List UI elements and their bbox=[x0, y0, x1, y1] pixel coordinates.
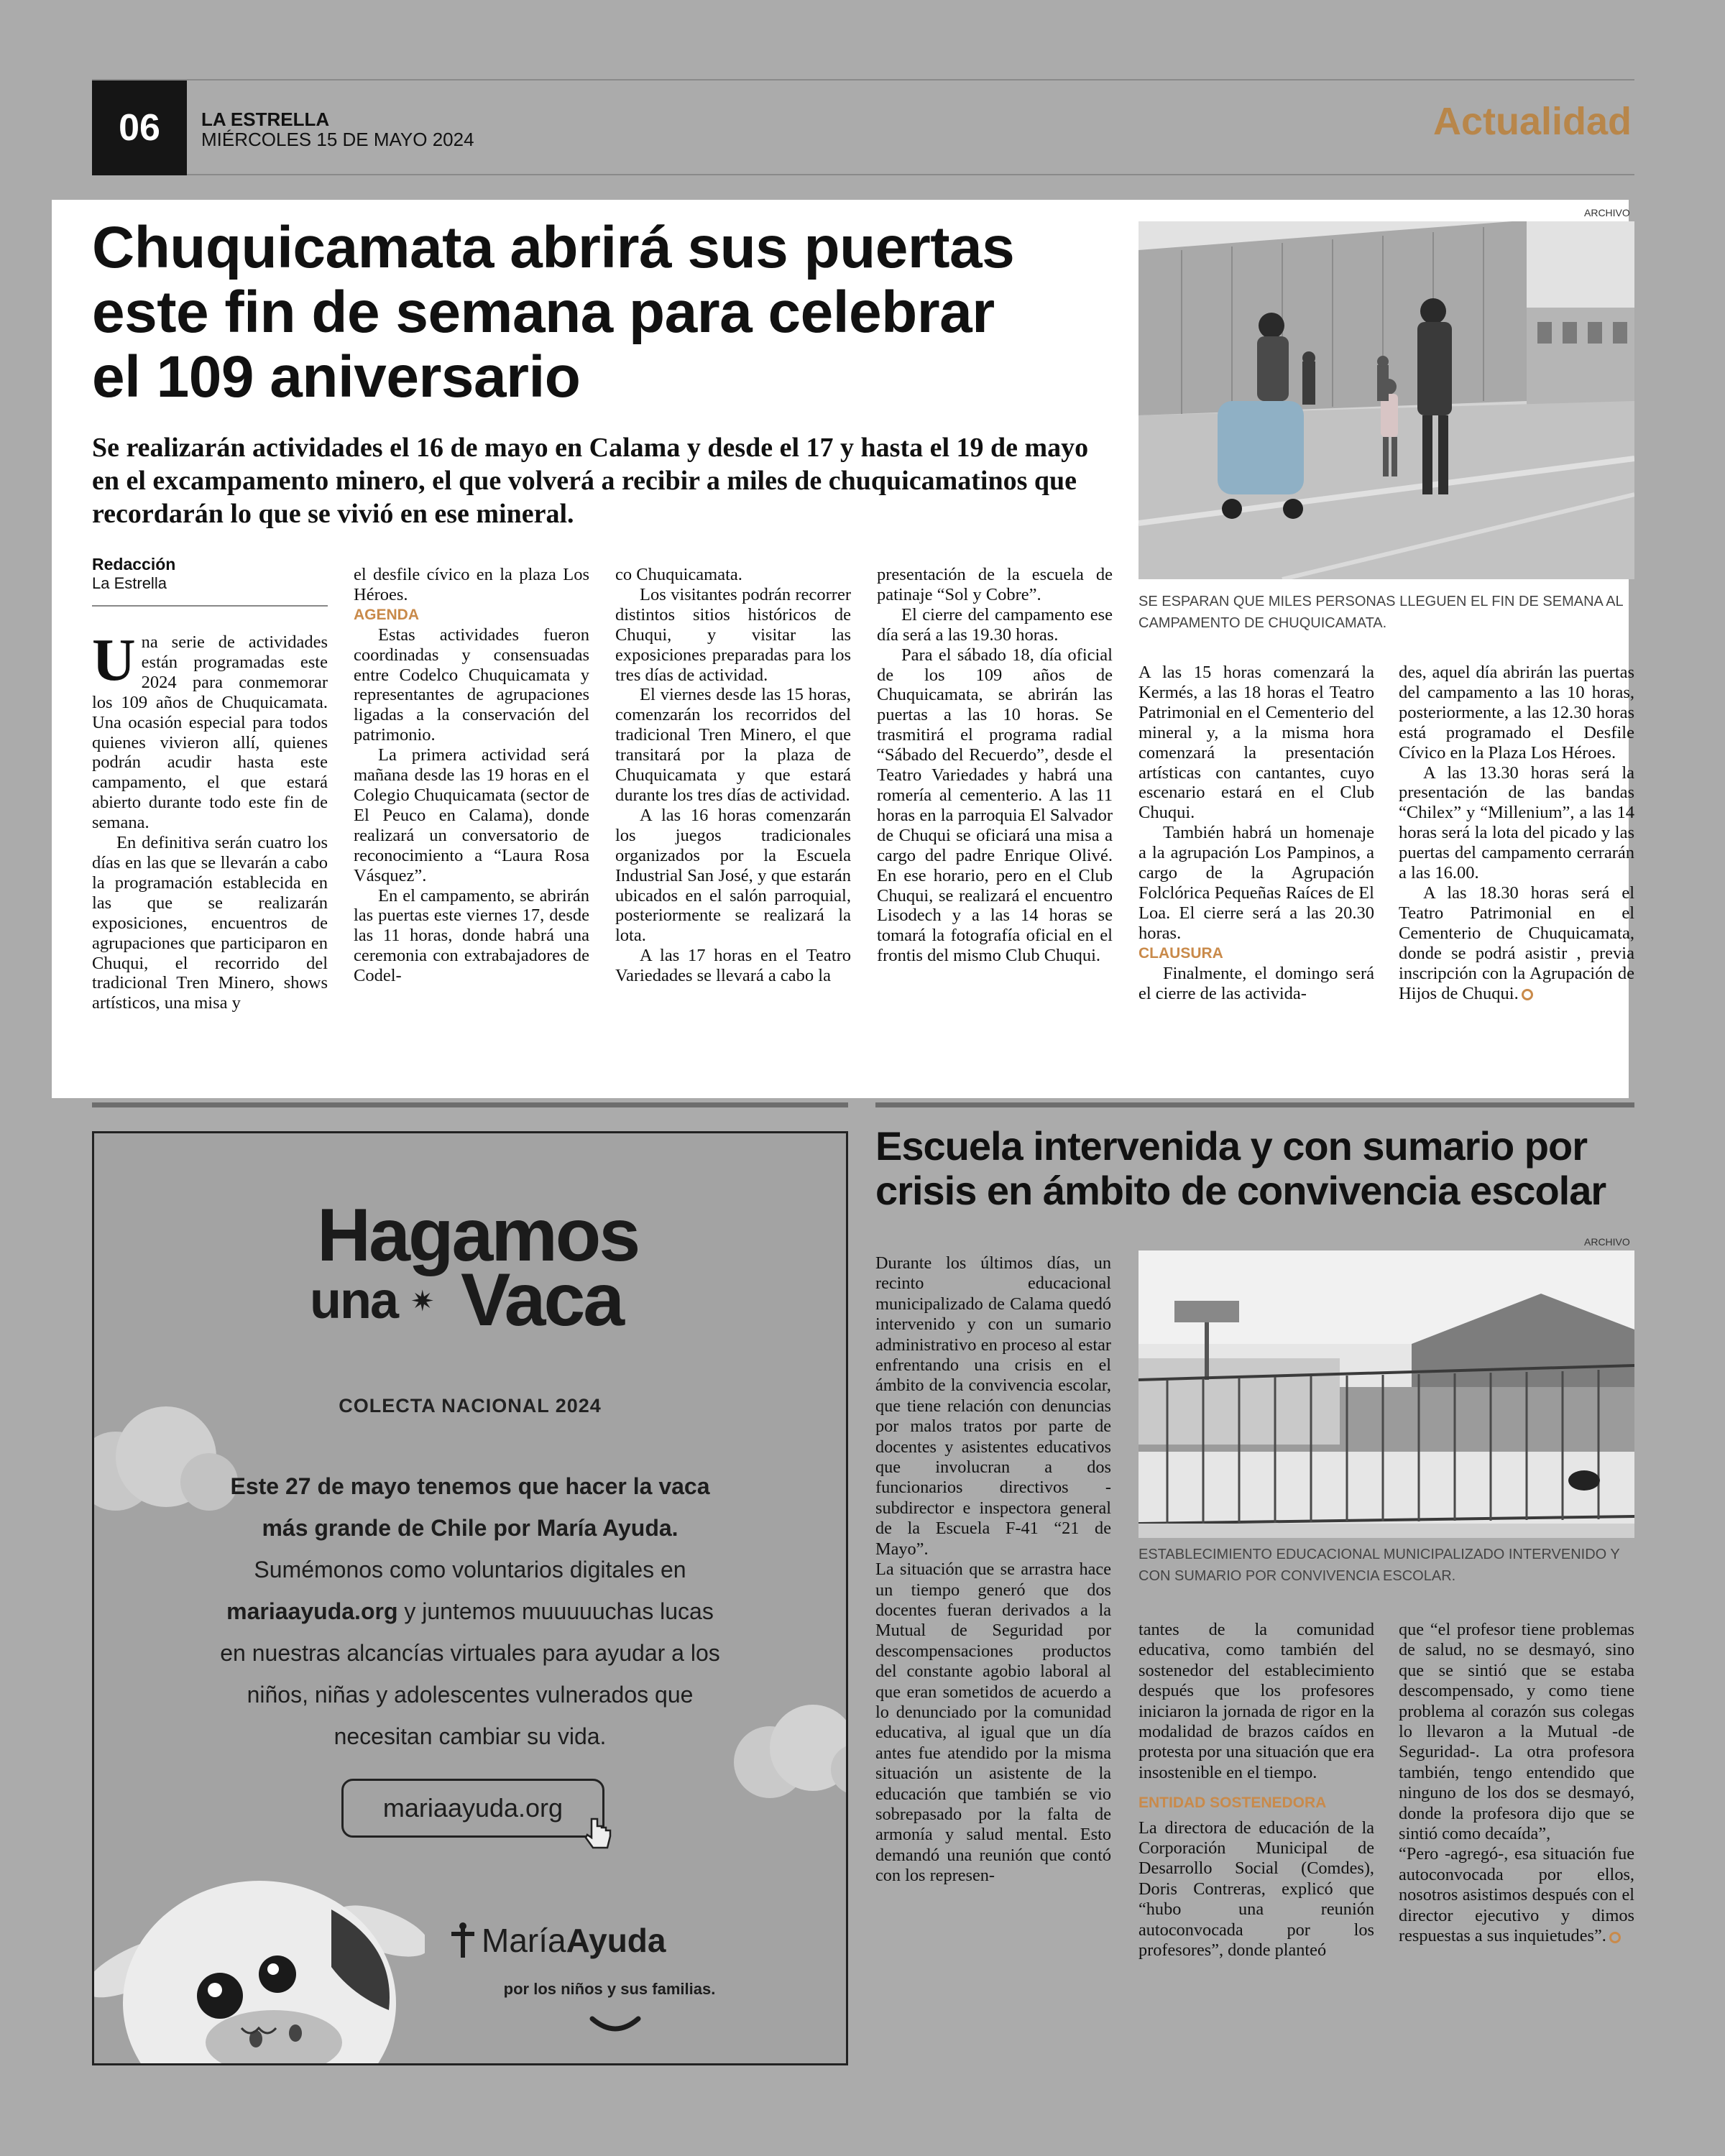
header-top-rule bbox=[92, 79, 1634, 80]
paragraph: A las 17 horas en el Teatro Variedades se llevará a cabo la bbox=[615, 946, 851, 986]
campamento-photo-illustration bbox=[1138, 221, 1634, 579]
mariaayuda-link-button[interactable]: mariaayuda.org bbox=[341, 1779, 604, 1838]
page-number: 06 bbox=[92, 80, 187, 175]
byline-rule bbox=[92, 605, 328, 607]
article2-column-3 bbox=[1399, 1620, 1634, 1947]
article1-deck: Se realizarán actividades el 16 de mayo en Calama y desde el 17 y hasta el 19 de mayo en el excampamento minero, el que volverá a recibir a miles de chuquicamatinos que recordarán lo que se vivió en ese mineral. bbox=[92, 433, 1089, 529]
section-divider-left bbox=[92, 1102, 848, 1107]
byline-name: Redacción bbox=[92, 555, 176, 573]
ad-title-hagamos: Hagamos bbox=[317, 1194, 639, 1277]
paragraph: el desfile cívico en la plaza Los Héroes. bbox=[354, 565, 589, 604]
brand-light: María bbox=[482, 1922, 566, 1959]
headline-line: este fin de semana para celebrar bbox=[92, 280, 995, 345]
ad-line: necesitan cambiar su vida. bbox=[334, 1723, 607, 1749]
sparkle-icon: ✷ bbox=[410, 1285, 435, 1317]
ad-title-vaca: Vaca bbox=[461, 1258, 623, 1342]
paragraph: presentación de la escuela de patinaje “Sol y Cobre”. bbox=[877, 565, 1113, 604]
ad-line: Este 27 de mayo tenemos que hacer la vaca bbox=[230, 1473, 710, 1499]
article1-column-4 bbox=[877, 565, 1113, 966]
paragraph: Estas actividades fueron coordinadas y consensuadas entre Codelco Chuquicamata y representantes de agrupaciones ligadas a la conservación del patrimonio. bbox=[354, 625, 589, 745]
paragraph: des, aquel día abrirán las puertas del campamento a las 10 horas, posteriormente, a las 12.30 horas está programado el Desfile Cívico en la Plaza Los Héroes. bbox=[1399, 663, 1634, 763]
article1-column-2 bbox=[354, 565, 589, 986]
article1-column-6 bbox=[1399, 663, 1634, 1003]
paragraph: A las 16 horas comenzarán los juegos tradicionales organizados por la Escuela Industrial San José, y que estarán ubicados en el salón parroquial, posteriormente se realizará la lota. bbox=[615, 805, 851, 946]
paragraph: La directora de educación de la Corporación Municipal de Desarrollo Social (Comdes), Doris Contreras, explicó que “hubo una reunión autoconvocada por los profesores”, donde planteó bbox=[1138, 1818, 1374, 1961]
paragraph: Durante los últimos días, un recinto educacional municipalizado de Calama quedó intervenido y con un sumario administrativo en proceso al estar enfrentando una crisis en el ámbito de la convivencia escolar, que tiene relación con denuncias por malos tratos por parte de docentes y asistentes educativos que involucran a dos funcionarios directivos -subdirector e inspectora general de la Escuela F-41 “21 de Mayo”. bbox=[875, 1253, 1111, 1559]
subhead-agenda: AGENDA bbox=[354, 606, 420, 623]
ad-subtitle: COLECTA NACIONAL 2024 bbox=[339, 1395, 602, 1416]
ad-line: niños, niñas y adolescentes vulnerados que bbox=[247, 1682, 694, 1708]
article1-headline bbox=[92, 216, 1127, 410]
ad-title-una: una bbox=[310, 1272, 398, 1330]
ad-line: Sumémonos como voluntarios digitales en bbox=[254, 1557, 686, 1583]
paragraph: A las 18.30 horas será el Teatro Patrimonial en el Cementerio de Chuquicamata, donde se podrá asistir , previa inscripción con la Agrupación de Hijos de Chuqui. bbox=[1399, 883, 1634, 1003]
paragraph: “Pero -agregó-, esa situación fue autoconvocada por ellos, nosotros asistimos después con el director ejecutivo y dimos respuestas a sus inquietudes”. bbox=[1399, 1844, 1634, 1946]
brand-bold: Ayuda bbox=[566, 1922, 666, 1959]
header-bottom-rule bbox=[187, 174, 1634, 175]
end-mark-icon bbox=[1522, 989, 1533, 1000]
ad-body bbox=[94, 1465, 846, 1757]
paragraph: En el campamento, se abrirán las puertas este viernes 17, desde las 11 horas, donde habrá una ceremonia con extrabajadores de Codel- bbox=[354, 885, 589, 986]
article2-headline bbox=[875, 1124, 1637, 1213]
byline-org: La Estrella bbox=[92, 574, 167, 592]
paragraph: En definitiva serán cuatro los días en las que se llevarán a cabo la programación establecida en las que se realizarán exposiciones, encuentros de agrupaciones que participaron en Chuqui, el recorrido del tradicional Tren Minero, shows artísticos, una misa y bbox=[92, 833, 328, 1013]
ad-link-text: mariaayuda.org bbox=[226, 1598, 398, 1624]
cow-mascot-icon bbox=[94, 1823, 425, 2065]
article1-photo bbox=[1138, 221, 1634, 579]
section-divider-right bbox=[875, 1102, 1634, 1107]
article1-column-1 bbox=[92, 627, 328, 1013]
paragraph: que “el profesor tiene problemas de salud, no se desmayó, sino que se sintió que se estaba descompensado, y como tiene problema al corazón sus colegas lo llevaron a la Mutual -de Seguridad-. La otra profesora también, tengo entendido que ninguno de los dos se desmayó, donde la profesora dijo que se sintió como decaída”, bbox=[1399, 1620, 1634, 1844]
maria-ayuda-ad bbox=[92, 1131, 848, 2065]
paragraph: A las 15 horas comenzará la Kermés, a las 18 horas el Teatro Patrimonial en el Cementerio del mineral y, a la misma hora comenzará la presentación artísticas con cantantes, cuyo escenario estará en el Club Chuqui. bbox=[1138, 663, 1374, 823]
ad-line bbox=[94, 1590, 846, 1632]
paragraph: La primera actividad será mañana desde las 19 horas en el Colegio Chuquicamata (sector de El Peuco en Calama), donde realizará un conversatorio de reconocimiento a “Laura Rosa Vásquez”. bbox=[354, 745, 589, 885]
section-label: Actualidad bbox=[1432, 100, 1632, 143]
photo-credit: ARCHIVO bbox=[1584, 1236, 1630, 1248]
paragraph: Los visitantes podrán recorrer distintos sitios históricos de Chuqui, y visitar las exposiciones preparadas para los tres días de actividad. bbox=[615, 584, 851, 685]
ad-tagline: por los niños y sus familias. bbox=[503, 1980, 716, 1998]
cross-figure-icon bbox=[450, 1922, 476, 1959]
headline-line: Chuquicamata abrirá sus puertas bbox=[92, 215, 1015, 280]
smile-curve-icon bbox=[586, 2014, 644, 2036]
paragraph: El viernes desde las 15 horas, comenzarán los recorridos del tradicional Tren Minero, el que transitará por la plaza de Chuquicamata y que estará durante los tres días de actividad. bbox=[615, 685, 851, 805]
photo-credit: ARCHIVO bbox=[1584, 207, 1630, 218]
ad-line-rest: y juntemos muuuuuchas lucas bbox=[397, 1598, 714, 1624]
ad-brand-logo bbox=[450, 1921, 781, 1960]
paragraph: El cierre del campamento ese día será a las 19.30 horas. bbox=[877, 604, 1113, 645]
subhead-entidad: ENTIDAD SOSTENEDORA bbox=[1138, 1795, 1327, 1812]
paragraph: Finalmente, el domingo será el cierre de las activida- bbox=[1138, 963, 1374, 1003]
subhead-clausura: CLAUSURA bbox=[1138, 944, 1223, 962]
end-mark-icon bbox=[1609, 1932, 1621, 1943]
headline-line: crisis en ámbito de convivencia escolar bbox=[875, 1168, 1606, 1213]
newspaper-name: LA ESTRELLA bbox=[201, 109, 330, 130]
article1-column-5 bbox=[1138, 663, 1374, 1003]
article1-column-3 bbox=[615, 565, 851, 986]
paragraph: Para el sábado 18, día oficial de los 109 años de Chuquicamata, se abrirán las puertas a las 10 horas. Se trasmitirá el programa radial “Sábado del Recuerdo”, desde el Teatro Variedades y habrá una romería al cementerio. A las 11 horas en la parroquia El Salvador de Chuqui se oficiará una misa a cargo del padre Enrique Olivé. En ese horario, pero en el Club Chuqui, se realizará el encuentro Lisodech y a las 14 horas se tomará la fotografía oficial en el frontis del mismo Club Chuqui. bbox=[877, 645, 1113, 966]
article2-column-1 bbox=[875, 1253, 1111, 1886]
headline-line: Escuela intervenida y con sumario por bbox=[875, 1123, 1588, 1169]
ad-line: más grande de Chile por María Ayuda. bbox=[262, 1515, 678, 1541]
paragraph: na serie de actividades están programadas este 2024 para conmemorar los 109 años de Chuquicamata. Una ocasión especial para todos quienes vivieron allí, quienes podrán acudir hasta este campamento, el que estará abierto durante todo este fin de semana. bbox=[92, 632, 328, 833]
headline-line: el 109 aniversario bbox=[92, 344, 581, 410]
paragraph: La situación que se arrastra hace un tiempo generó que dos docentes fueran derivados a la Mutual de Seguridad por descompensaciones productos del constante agobio laboral al que eran sometidos de acuerdo a lo denunciado por la comunidad educativa, al igual que un día antes fue atendido por la misma situación un asistente de la educación que también se vio sobrepasado por la falta de armonía y salud mental. Esto demandó una reunión que contó con los represen- bbox=[875, 1560, 1111, 1886]
paragraph: A las 13.30 horas será la presentación de las bandas “Chilex” y “Millenium”, a las 14 horas será la lota del picado y las puertas del campamento cerrarán a las 16.00. bbox=[1399, 763, 1634, 883]
byline bbox=[92, 555, 175, 593]
drop-cap: U bbox=[92, 627, 136, 694]
cursor-hand-icon bbox=[583, 1816, 615, 1851]
article2-column-2 bbox=[1138, 1620, 1374, 1961]
article1-photo-caption: SE ESPARAN QUE MILES PERSONAS LLEGUEN EL FIN DE SEMANA AL CAMPAMENTO DE CHUQUICAMATA. bbox=[1138, 594, 1623, 631]
paragraph: tantes de la comunidad educativa, como también del sostenedor del establecimiento después que los profesores iniciaron la jornada de rigor en la modalidad de brazos caídos en protesta por una situación que era insostenible en el tiempo. bbox=[1138, 1620, 1374, 1782]
paragraph: co Chuquicamata. bbox=[615, 565, 742, 584]
school-photo-illustration bbox=[1138, 1250, 1634, 1538]
ad-line: en nuestras alcancías virtuales para ayudar a los bbox=[220, 1640, 720, 1666]
paragraph: También habrá un homenaje a la agrupación Los Pampinos, a cargo de la Agrupación Folclórica Pequeñas Raíces de El Loa. El cierre será a las 20.30 horas. bbox=[1138, 823, 1374, 943]
issue-date: MIÉRCOLES 15 DE MAYO 2024 bbox=[201, 129, 474, 150]
article2-photo bbox=[1138, 1250, 1634, 1538]
article2-photo-caption: ESTABLECIMIENTO EDUCACIONAL MUNICIPALIZADO INTERVENIDO Y CON SUMARIO POR CONVIVENCIA ESCOLAR. bbox=[1138, 1547, 1620, 1584]
